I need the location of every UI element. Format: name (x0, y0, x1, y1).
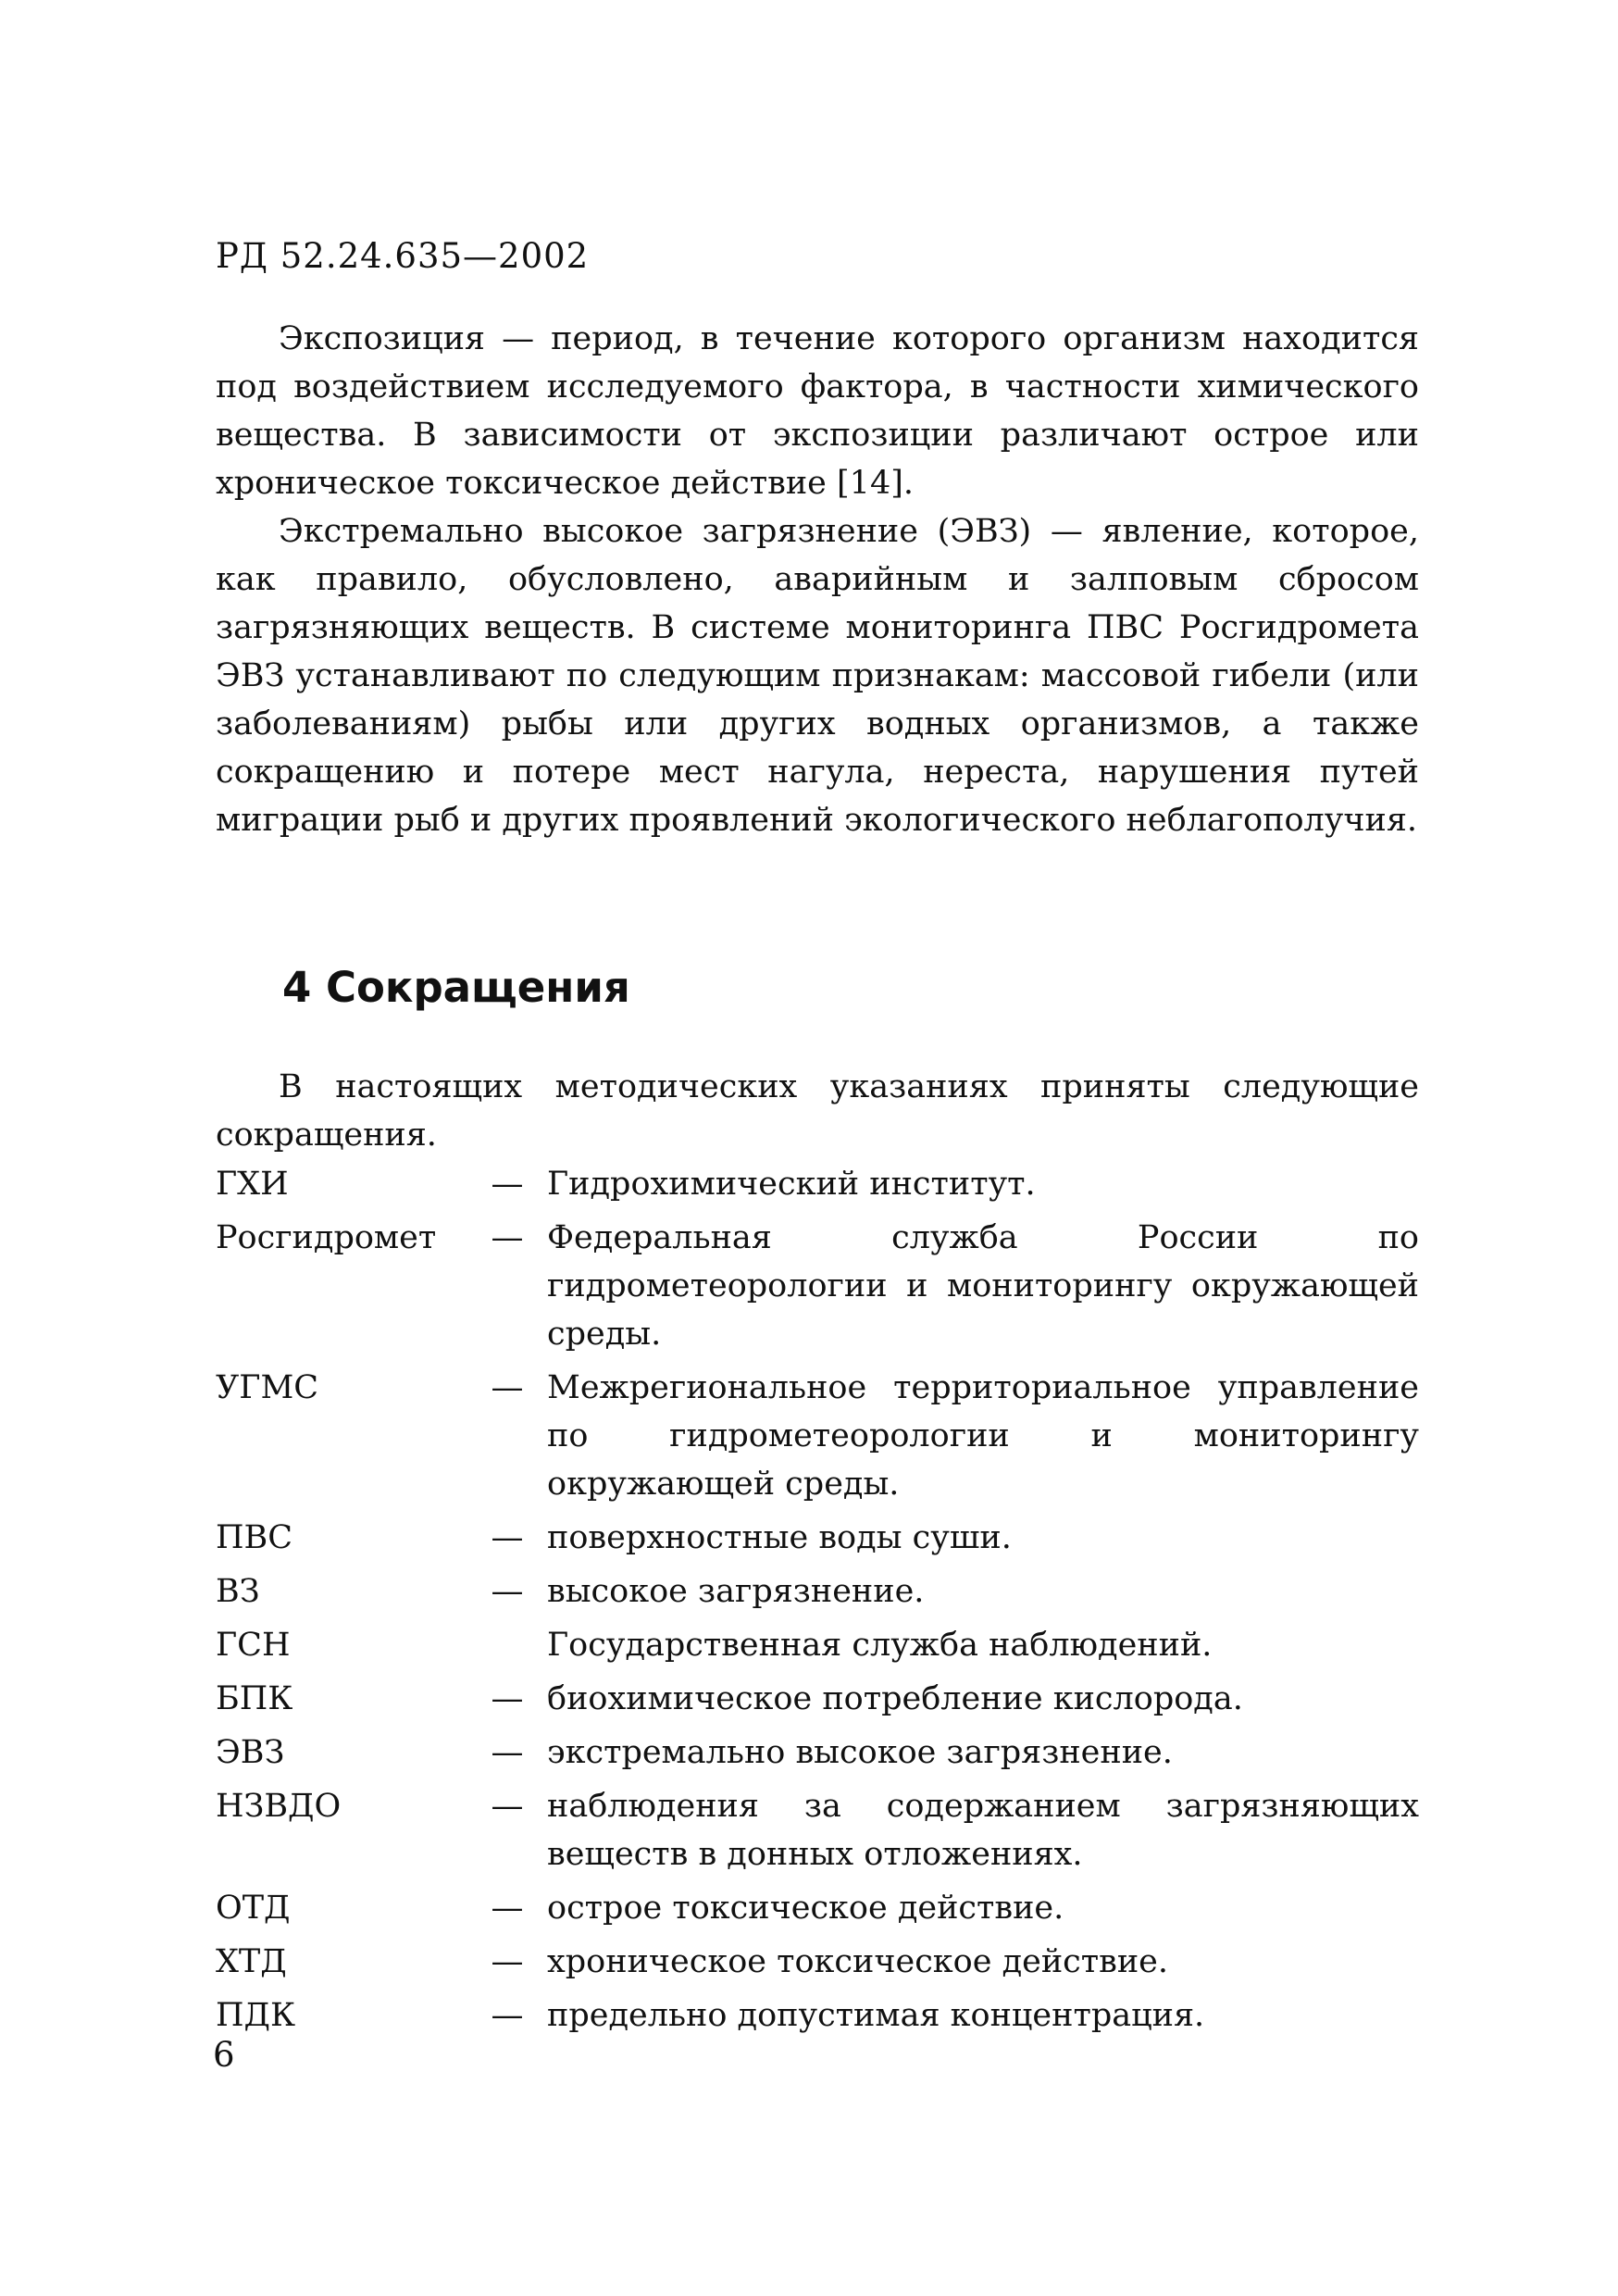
abbreviation-definition: Государственная служба наблюдений. (547, 1627, 1213, 1664)
abbreviation-definition: острое токсическое действие. (547, 1890, 1064, 1927)
abbreviation-term: БПК (216, 1680, 293, 1717)
abbreviation-row (216, 1728, 1419, 1777)
page-number: 6 (213, 2035, 235, 2075)
abbreviation-row (216, 1567, 1419, 1616)
abbreviation-term: ЭВЗ (216, 1734, 285, 1771)
abbreviation-row (216, 1991, 1419, 2040)
abbreviation-dash: — (491, 1369, 524, 1406)
abbreviation-dash: — (491, 1943, 524, 1980)
abbreviation-definition: Межрегиональное территориальное управление по гидрометеорологии и мониторингу окружающей среды. (547, 1369, 1419, 1503)
abbreviation-row (216, 1938, 1419, 1986)
abbreviation-dash: — (491, 1890, 524, 1927)
abbreviation-dash: — (491, 1519, 524, 1556)
abbreviation-definition: предельно допустимая концентрация. (547, 1997, 1205, 2034)
abbreviation-dash: — (491, 1788, 524, 1825)
abbreviation-row (216, 1782, 1419, 1878)
abbreviation-term: ВЗ (216, 1573, 260, 1610)
abbreviation-dash (475, 1621, 540, 1669)
abbreviation-definition: биохимическое потребление кислорода. (547, 1680, 1243, 1717)
abbreviation-definition: наблюдения за содержанием загрязняющих веществ в донных отложениях. (547, 1788, 1419, 1873)
abbreviation-row (216, 1675, 1419, 1723)
section-intro-text: В настоящих методических указаниях приняты следующие сокращения. (216, 1068, 1419, 1154)
abbreviation-dash: — (491, 1680, 524, 1717)
paragraph-exposure-text: Экспозиция — период, в течение которого организм находится под воздействием исследуемого фактора, в частности химического вещества. В зависимости от экспозиции различают острое или хроническое токсическое действие [14]. (216, 320, 1419, 502)
abbreviation-term: ХТД (216, 1943, 287, 1980)
abbreviation-term: ГХИ (216, 1166, 289, 1203)
abbreviation-term: ПВС (216, 1519, 293, 1556)
abbreviation-row (216, 1364, 1419, 1508)
abbreviation-term: ОТД (216, 1890, 291, 1927)
abbreviation-definition: Гидрохимический институт. (547, 1166, 1036, 1203)
abbreviation-row (216, 1214, 1419, 1358)
abbreviation-definition: экстремально высокое загрязнение. (547, 1734, 1173, 1771)
abbreviation-dash: — (491, 1734, 524, 1771)
abbreviation-definition: хроническое токсическое действие. (547, 1943, 1169, 1980)
section-intro (216, 1063, 1419, 1159)
paragraph-evz (216, 507, 1419, 844)
section-title: 4 Сокращения (282, 963, 630, 1012)
abbreviation-dash: — (491, 1997, 524, 2034)
abbreviation-term: ГСН (216, 1627, 291, 1664)
abbreviation-term: Росгидромет (216, 1219, 437, 1256)
abbreviation-row (216, 1884, 1419, 1932)
abbreviation-row (216, 1621, 1419, 1669)
abbreviation-dash: — (491, 1573, 524, 1610)
abbreviation-term: ПДК (216, 1997, 296, 2034)
paragraph-evz-text: Экстремально высокое загрязнение (ЭВЗ) — явление, которое, как правило, обусловлено, аварийным и залповым сбросом загрязняющих веществ. В системе мониторинга ПВС Росгидромета ЭВЗ устанавливают по следующим признакам: массовой гибели (или заболеваниям) рыбы или других водных организмов, а также сокращению и потере мест нагула, нереста, нарушения путей миграции рыб и других проявлений экологического неблагополучия. (216, 513, 1419, 839)
abbreviation-definition: высокое загрязнение. (547, 1573, 925, 1610)
abbreviation-term: НЗВДО (216, 1788, 342, 1825)
document-code: РД 52.24.635—2002 (216, 236, 590, 276)
abbreviation-row (216, 1160, 1419, 1208)
paragraph-exposure (216, 315, 1419, 507)
abbreviation-dash: — (491, 1166, 524, 1203)
abbreviations-list (216, 1160, 1419, 2045)
abbreviation-definition: Федеральная служба России по гидрометеорологии и мониторингу окружающей среды. (547, 1219, 1419, 1353)
abbreviation-definition: поверхностные воды суши. (547, 1519, 1012, 1556)
abbreviation-term: УГМС (216, 1369, 319, 1406)
abbreviation-row (216, 1514, 1419, 1562)
abbreviation-dash: — (491, 1219, 524, 1256)
